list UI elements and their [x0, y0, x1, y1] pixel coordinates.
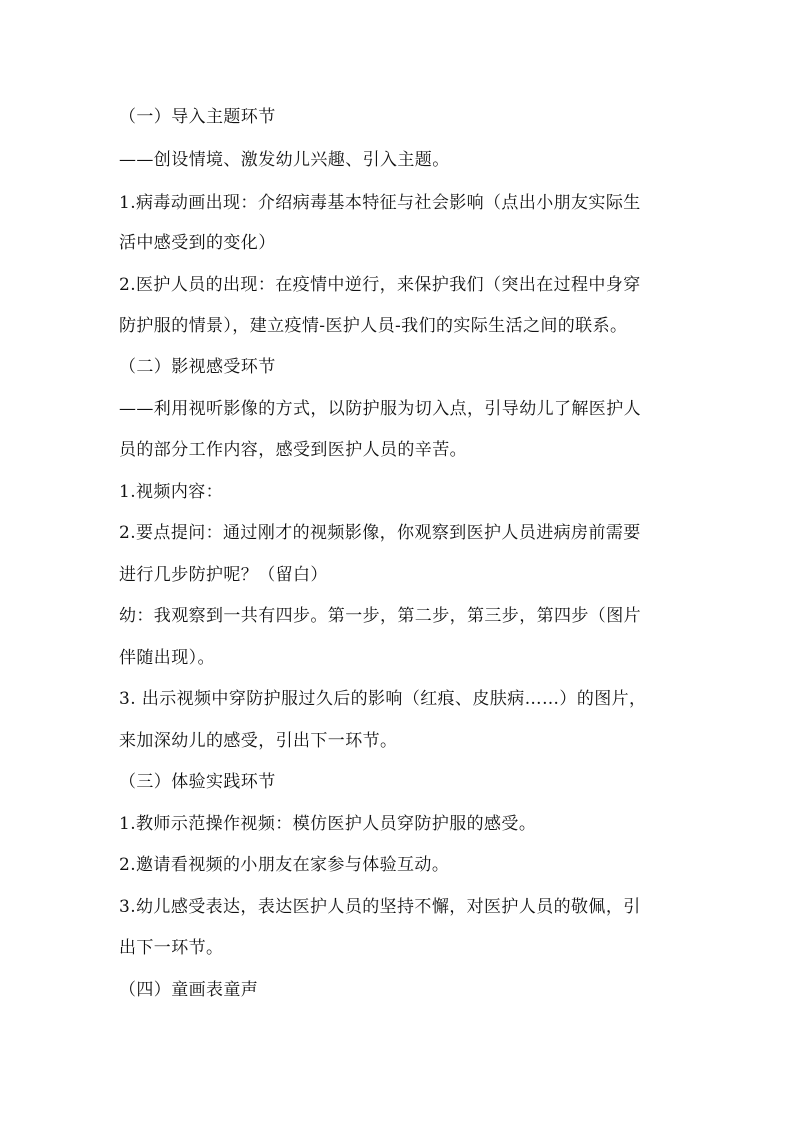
section-heading-2: （二）影视感受环节 [119, 357, 276, 377]
paragraph-line: 1.视频内容： [119, 482, 224, 502]
paragraph-line: 伴随出现）。 [119, 648, 215, 668]
paragraph-line: 来加深幼儿的感受，引出下一环节。 [119, 731, 398, 751]
paragraph-line: 1.教师示范操作视频：模仿医护人员穿防护服的感受。 [119, 814, 537, 834]
section-heading-3: （三）体验实践环节 [119, 772, 276, 792]
paragraph-line: 活中感受到的变化） [119, 233, 276, 253]
section-heading-1: （一）导入主题环节 [119, 107, 276, 127]
paragraph-line: 出下一环节。 [119, 938, 224, 958]
paragraph-line: 员的部分工作内容，感受到医护人员的辛苦。 [119, 440, 467, 460]
paragraph-line: 防护服的情景），建立疫情-医护人员-我们的实际生活之间的联系。 [119, 316, 628, 336]
paragraph-line: 2.医护人员的出现：在疫情中逆行，来保护我们（突出在过程中身穿 [119, 275, 641, 295]
paragraph-line: 2.邀请看视频的小朋友在家参与体验互动。 [119, 855, 450, 875]
paragraph-line: 2.要点提问：通过刚才的视频影像，你观察到医护人员进病房前需要 [119, 523, 641, 543]
paragraph-line: 幼：我观察到一共有四步。第一步，第二步，第三步，第四步（图片 [119, 606, 641, 626]
paragraph-line: ——创设情境、激发幼儿兴趣、引入主题。 [119, 150, 450, 170]
paragraph-line: 3.幼儿感受表达，表达医护人员的坚持不懈，对医护人员的敬佩，引 [119, 897, 641, 917]
paragraph-line: 进行几步防护呢？（留白） [119, 565, 328, 585]
paragraph-line: 1.病毒动画出现：介绍病毒基本特征与社会影响（点出小朋友实际生 [119, 193, 641, 213]
section-heading-4: （四）童画表童声 [119, 980, 259, 1000]
paragraph-line: ——利用视听影像的方式，以防护服为切入点，引导幼儿了解医护人 [119, 399, 641, 419]
paragraph-line: 3. 出示视频中穿防护服过久后的影响（红痕、皮肤病……）的图片， [119, 689, 647, 709]
